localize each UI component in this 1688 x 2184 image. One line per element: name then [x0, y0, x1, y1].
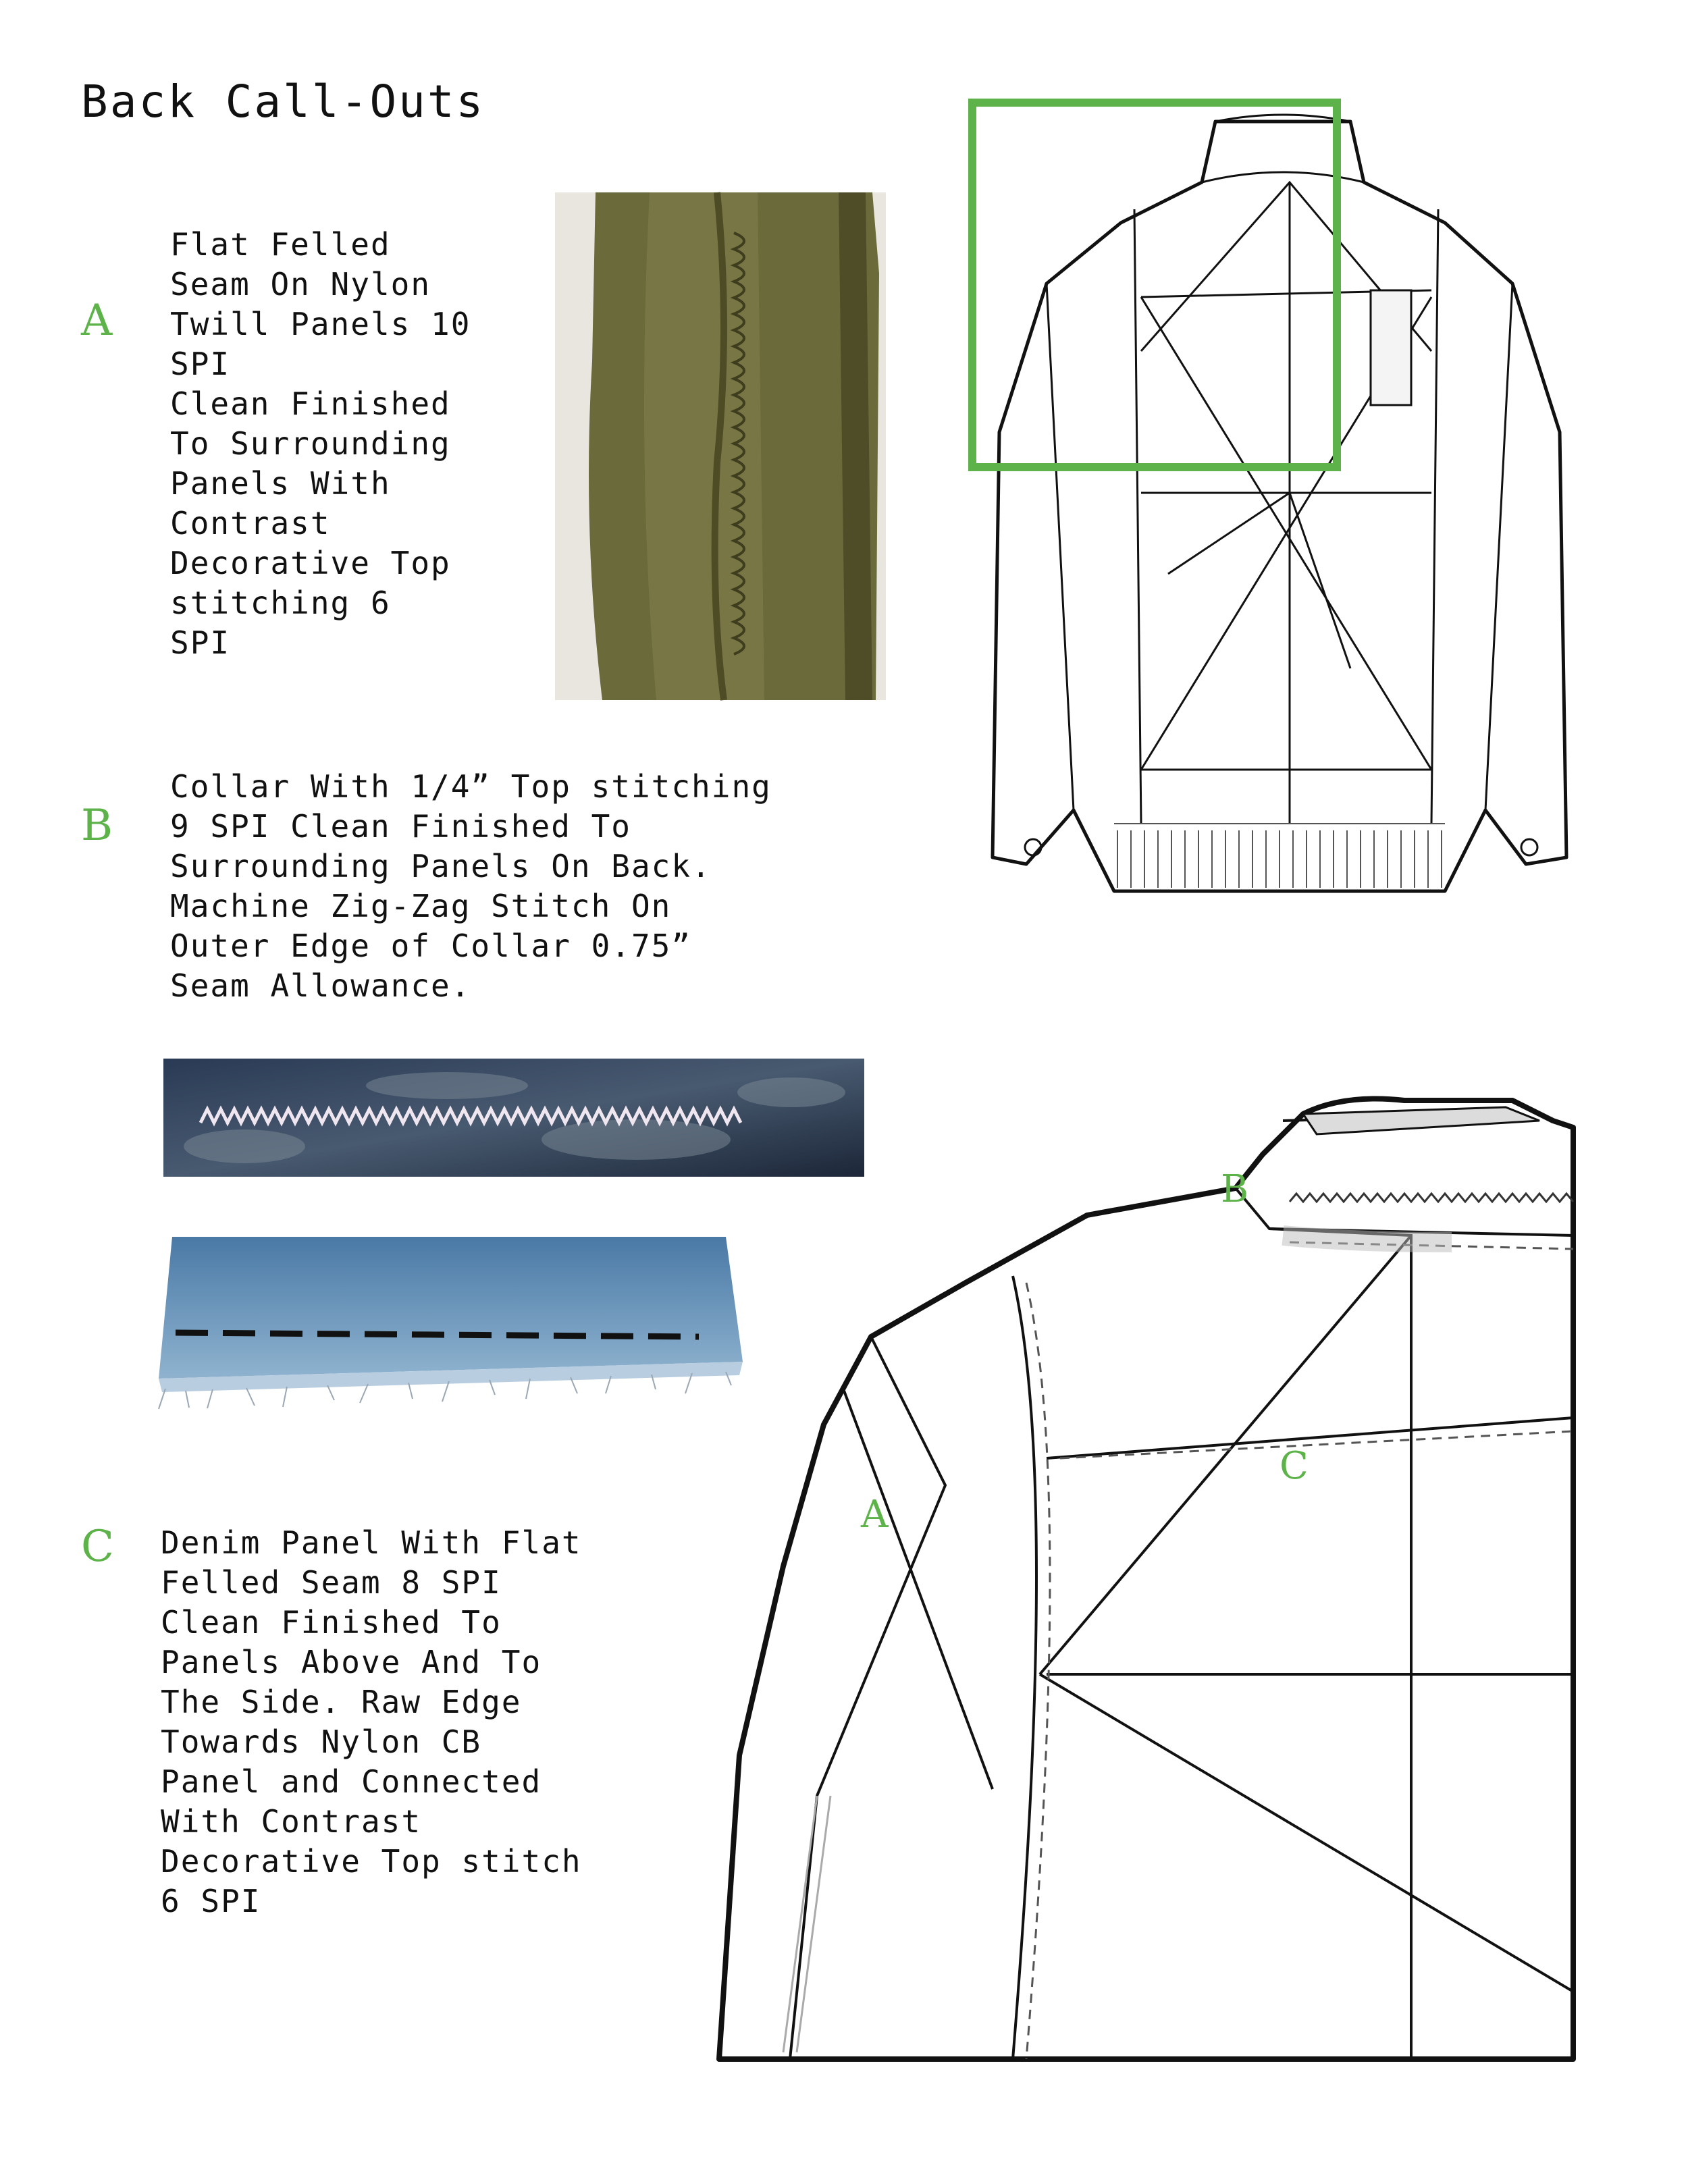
callout-letter-c: C	[81, 1522, 114, 1572]
callout-text-a: Flat Felled Seam On Nylon Twill Panels 10 SPI Clean Finished To Surrounding Panels With Contrast Decorative Top stitching 6 SPI	[170, 226, 471, 661]
detail-label-b: B	[1221, 1167, 1249, 1211]
callout-letter-a: A	[81, 296, 113, 346]
jacket-back-flat-sketch	[972, 95, 1593, 925]
jacket-back-detail-sketch	[709, 1080, 1573, 2059]
detail-label-c: C	[1280, 1444, 1309, 1488]
raw-hem-denim-photo	[145, 1237, 766, 1453]
olive-nylon-ruched-seam-photo	[555, 192, 886, 700]
callout-text-c: Denim Panel With Flat Felled Seam 8 SPI Clean Finished To Panels Above And To The Side. Raw Edge Towards Nylon CB Panel and Connected With Contrast Decorative Top stitch 6 SPI	[161, 1524, 582, 1919]
callout-text-b: Collar With 1/4” Top stitching 9 SPI Clean Finished To Surrounding Panels On Back. Machine Zig-Zag Stitch On Outer Edge of Collar 0.75” Seam Allowance.	[170, 768, 772, 1004]
page-title: Back Call-Outs	[81, 76, 485, 128]
callout-letter-b: B	[81, 801, 113, 851]
detail-label-a: A	[861, 1493, 889, 1537]
